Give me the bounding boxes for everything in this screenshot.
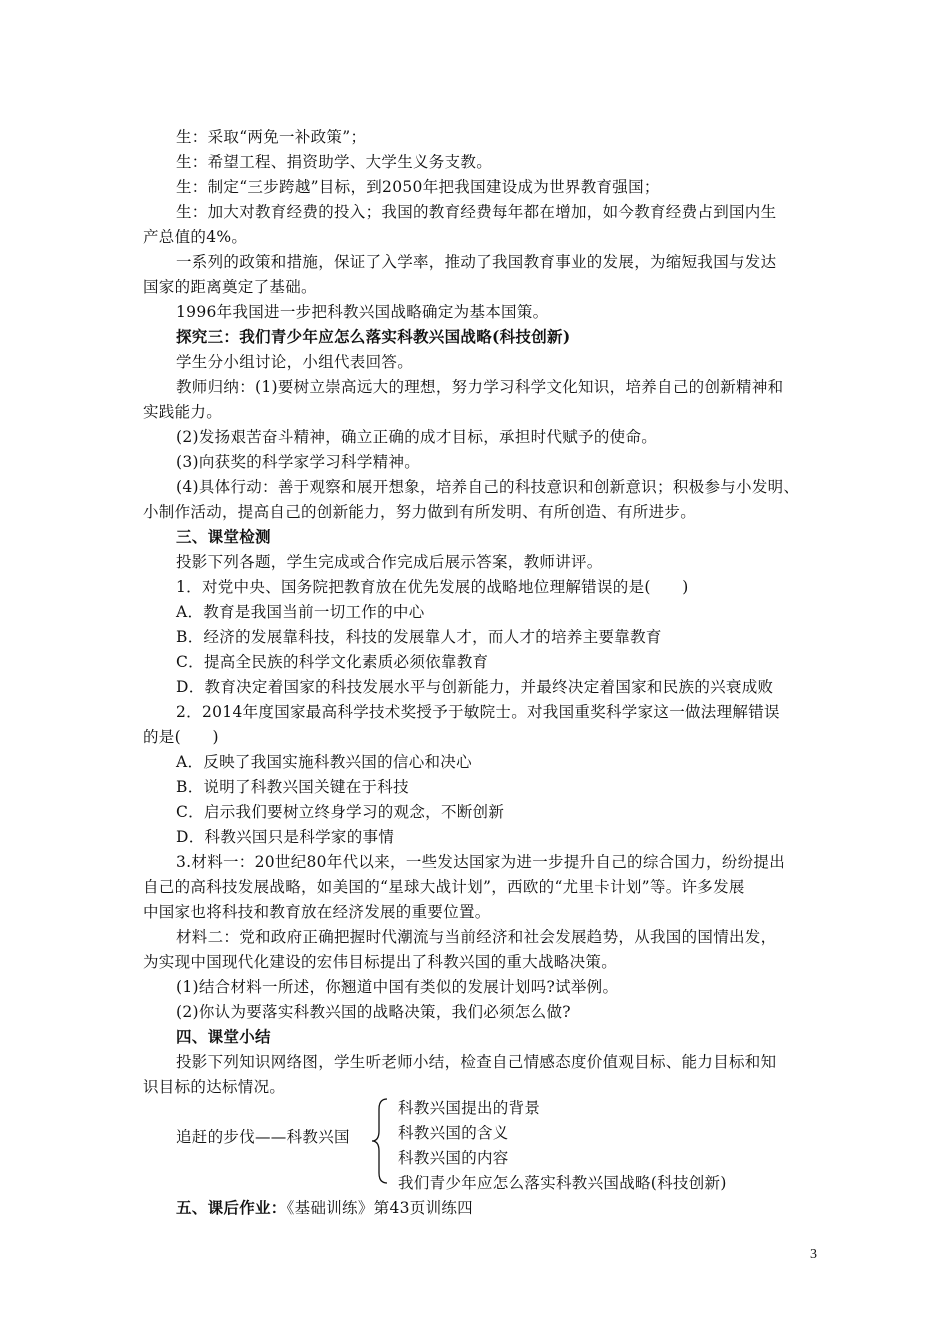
text-line: 自己的高科技发展战略，如美国的“星球大战计划”，西欧的“尤里卡计划”等。许多发展: [143, 878, 745, 896]
text-line: 1996年我国进一步把科教兴国战略确定为基本国策。: [176, 303, 549, 321]
text-line: 小制作活动，提高自己的创新能力，努力做到有所发明、有所创造、有所进步。: [143, 503, 697, 521]
question-2-option-d: D．科教兴国只是科学家的事情: [176, 828, 395, 846]
question-2: 2．2014年度国家最高科学技术奖授予于敏院士。对我国重奖科学家这一做法理解错误: [176, 703, 780, 721]
homework-label: 五、课后作业：: [176, 1198, 287, 1217]
text-line: 为实现中国现代化建设的宏伟目标提出了科教兴国的重大战略决策。: [143, 953, 618, 971]
section-heading-class-test: 三、课堂检测: [176, 527, 271, 546]
text-line: 生：加大对教育经费的投入；我国的教育经费每年都在增加，如今教育经费占到国内生: [176, 203, 777, 221]
text-line: 教师归纳：(1)要树立崇高远大的理想，努力学习科学文化知识，培养自己的创新精神和: [176, 378, 784, 396]
homework-line: [176, 1197, 473, 1219]
text-line: 投影下列知识网络图，学生听老师小结，检查自己情感态度价值观目标、能力目标和知: [176, 1053, 777, 1071]
text-line: (4)具体行动：善于观察和展开想象，培养自己的科技意识和创新意识；积极参与小发明、: [176, 478, 800, 496]
brace-icon: [370, 1097, 392, 1185]
text-line: (3)向获奖的科学家学习科学精神。: [176, 453, 421, 471]
text-line: (2)发扬艰苦奋斗精神，确立正确的成才目标，承担时代赋予的使命。: [176, 428, 658, 446]
summary-diagram-root: 追赶的步伐——科教兴国: [176, 1128, 350, 1146]
text-line: 生：希望工程、捐资助学、大学生义务支教。: [176, 153, 493, 171]
text-line: 生：采取“两免一补政策”；: [176, 128, 367, 146]
text-line: 生：制定“三步跨越”目标，到2050年把我国建设成为世界教育强国；: [176, 178, 660, 196]
question-3-sub-2: (2)你认为要落实科教兴国的战略决策，我们必须怎么做?: [176, 1003, 571, 1021]
text-line: 中国家也将科技和教育放在经济发展的重要位置。: [143, 903, 491, 921]
summary-diagram-branch: 科教兴国的含义: [398, 1124, 509, 1142]
section-heading-explore-3: 探究三：我们青少年应怎么落实科教兴国战略(科技创新): [176, 327, 571, 346]
question-2-option-c: C．启示我们要树立终身学习的观念，不断创新: [176, 803, 505, 821]
homework-text: 《基础训练》第43页训练四: [286, 1199, 473, 1217]
text-line: 识目标的达标情况。: [143, 1078, 286, 1096]
question-2-option-a: A．反映了我国实施科教兴国的信心和决心: [176, 753, 472, 771]
question-2-cont: 的是( ): [143, 728, 219, 746]
text-line: 学生分小组讨论，小组代表回答。: [176, 353, 414, 371]
section-heading-summary: 四、课堂小结: [176, 1027, 271, 1046]
text-line: 国家的距离奠定了基础。: [143, 278, 317, 296]
summary-diagram-branch: 我们青少年应怎么落实科教兴国战略(科技创新): [398, 1174, 727, 1192]
question-2-option-b: B．说明了科教兴国关键在于科技: [176, 778, 409, 796]
question-1-option-a: A．教育是我国当前一切工作的中心: [176, 603, 425, 621]
text-line: 投影下列各题，学生完成或合作完成后展示答案，教师讲评。: [176, 553, 603, 571]
summary-diagram-branch: 科教兴国的内容: [398, 1149, 509, 1167]
text-line: 一系列的政策和措施，保证了入学率，推动了我国教育事业的发展，为缩短我国与发达: [176, 253, 777, 271]
summary-diagram-branch: 科教兴国提出的背景: [398, 1099, 541, 1117]
text-line: 材料二：党和政府正确把握时代潮流与当前经济和社会发展趋势，从我国的国情出发，: [176, 928, 777, 946]
text-line: 实践能力。: [143, 403, 223, 421]
question-1-option-b: B．经济的发展靠科技，科技的发展靠人才，而人才的培养主要靠教育: [176, 628, 662, 646]
question-3-sub-1: (1)结合材料一所述，你翘道中国有类似的发展计划吗?试举例。: [176, 978, 619, 996]
page-number: 3: [810, 1247, 817, 1262]
question-1: 1．对党中央、国务院把教育放在优先发展的战略地位理解错误的是( ): [176, 578, 689, 596]
question-3: 3.材料一：20世纪80年代以来，一些发达国家为进一步提升自己的综合国力，纷纷提出: [176, 853, 786, 871]
text-line: 产总值的4%。: [143, 228, 248, 246]
question-1-option-c: C．提高全民族的科学文化素质必须依靠教育: [176, 653, 489, 671]
question-1-option-d: D．教育决定着国家的科技发展水平与创新能力，并最终决定着国家和民族的兴衰成败: [176, 678, 774, 696]
